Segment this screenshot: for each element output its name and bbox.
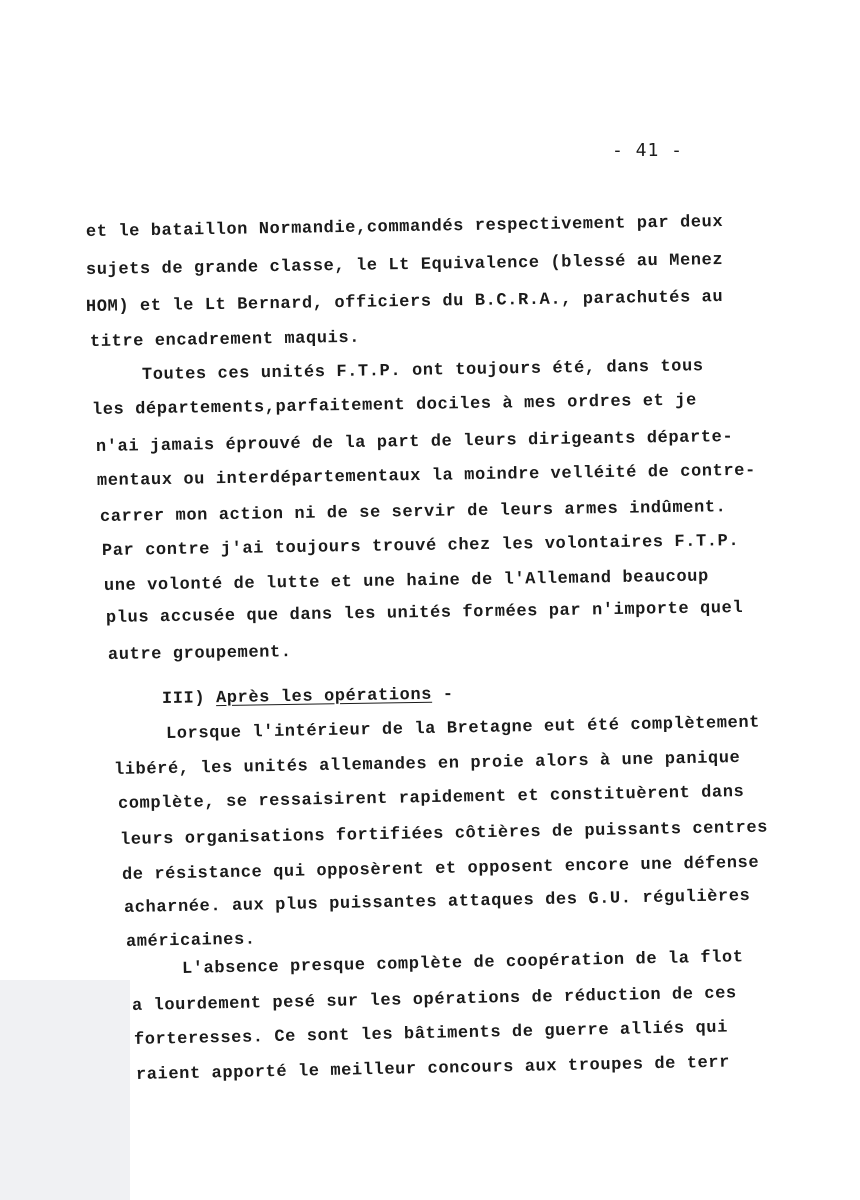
- text-line: Lorsque l'intérieur de la Bretagne eut été complètement: [165, 713, 761, 744]
- text-line: de résistance qui opposèrent et opposent encore une défense: [121, 853, 760, 885]
- text-line: a lourdement pesé sur les opérations de réduction de ces: [131, 984, 737, 1016]
- text-line: les départements,parfaitement dociles à mes ordres et je: [91, 391, 697, 420]
- section-dash: -: [431, 685, 454, 705]
- text-line: Toutes ces unités F.T.P. ont toujours été, dans tous: [141, 357, 704, 385]
- page-number: - 41 -: [612, 140, 684, 161]
- text-line: mentaux ou interdépartementaux la moindre velléité de contre-: [96, 461, 756, 491]
- text-line: forteresses. Ce sont les bâtiments de guerre alliés qui: [133, 1018, 729, 1050]
- text-line: raient apporté le meilleur concours aux troupes de terr: [135, 1053, 731, 1085]
- text-line: L'absence presque complète de coopération de la flot: [181, 948, 744, 979]
- text-line: complète, se ressaisirent rapidement et constituèrent dans: [117, 782, 745, 814]
- section-title: Après les opérations: [215, 685, 433, 709]
- text-line: acharnée. aux plus puissantes attaques des G.U. régulières: [123, 886, 751, 918]
- text-line: plus accusée que dans les unités formées par n'importe quel: [105, 598, 744, 628]
- text-line: leurs organisations fortifiées côtières de puissants centres: [119, 818, 769, 850]
- text-line: n'ai jamais éprouvé de la part de leurs dirigeants départe-: [95, 427, 734, 457]
- text-line: sujets de grande classe, le Lt Equivalence (blessé au Menez: [85, 250, 724, 280]
- scan-shadow: [0, 980, 130, 1200]
- text-line: Par contre j'ai toujours trouvé chez les volontaires F.T.P.: [101, 531, 740, 561]
- text-line: américaines.: [125, 930, 256, 952]
- text-line: et le bataillon Normandie,commandés respectivement par deux: [85, 212, 724, 242]
- text-line: titre encadrement maquis.: [89, 328, 361, 352]
- text-line: HOM) et le Lt Bernard, officiers du B.C.R.A., parachutés au: [85, 287, 724, 317]
- text-line: carrer mon action ni de se servir de leurs armes indûment.: [99, 498, 727, 527]
- text-line: libéré, les unités allemandes en proie alors à une panique: [113, 748, 741, 780]
- text-line: une volonté de lutte et une haine de l'Allemand beaucoup: [103, 567, 709, 596]
- section-number: III): [161, 689, 217, 709]
- section-heading: [162, 685, 454, 709]
- text-line: autre groupement.: [107, 643, 292, 665]
